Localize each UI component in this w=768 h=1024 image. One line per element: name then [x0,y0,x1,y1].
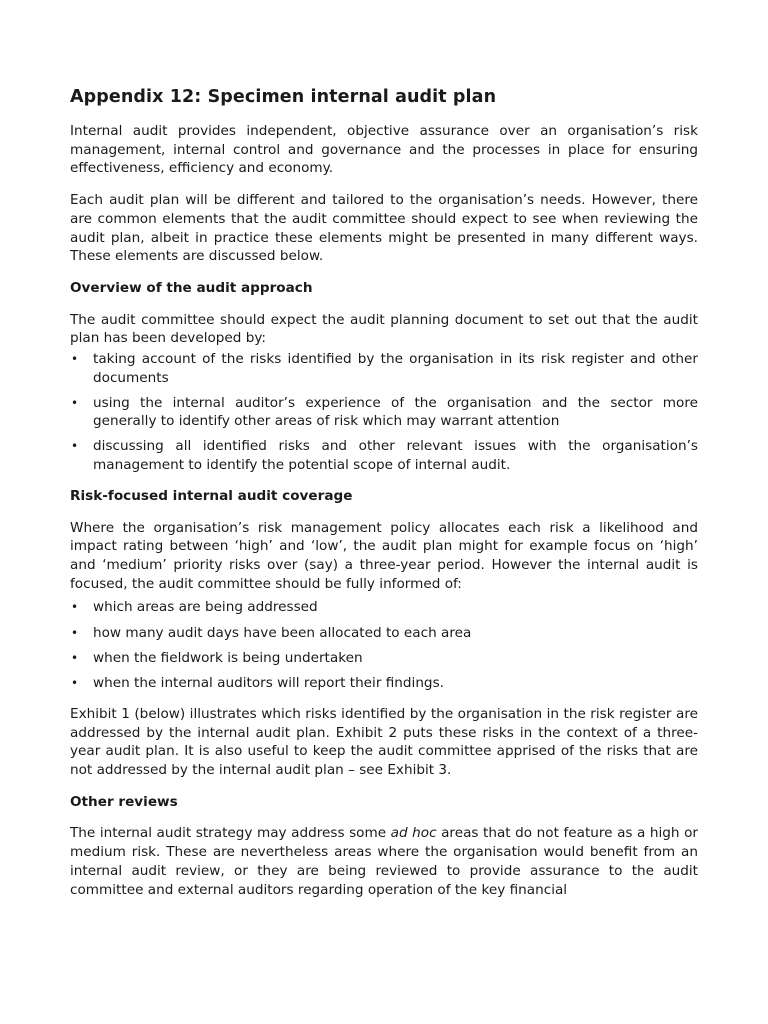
bullet-icon: • [71,352,79,367]
list-item: • when the internal auditors will report their findings. [71,675,444,692]
bullet-icon: • [71,395,79,410]
bullet-icon: • [71,676,79,691]
risk-bullet-list [70,598,698,693]
list-item: • taking account of the risks identified by the organisation in its risk register and other documents [71,351,698,386]
bullet-icon: • [71,600,79,615]
exhibits-paragraph: Exhibit 1 (below) illustrates which risks identified by the organisation in the risk register are addressed by the internal audit plan. Exhibit 2 puts these risks in the context of a three-year audit plan. It is also useful to keep the audit committee apprised of the risks that are not addressed by the internal audit plan – see Exhibit 3. [70,705,698,779]
list-item: • when the fieldwork is being undertaken [71,649,363,666]
section-heading-other-reviews: Other reviews [70,793,178,810]
overview-lead-paragraph: The audit committee should expect the audit planning document to set out that the audit plan has been developed by: [70,311,698,347]
section-heading-risk-coverage: Risk-focused internal audit coverage [70,487,353,504]
page-title: Appendix 12: Specimen internal audit plan [70,87,497,107]
list-item: • which areas are being addressed [71,599,318,616]
list-item: • using the internal auditor’s experience of the organisation and the sector more generally to identify other areas of risk which may warrant attention [71,394,698,430]
section-heading-overview: Overview of the audit approach [70,279,313,296]
bullet-icon: • [71,439,79,454]
bullet-icon: • [71,650,79,665]
risk-lead-paragraph: Where the organisation’s risk management policy allocates each risk a likelihood and impact rating between ‘high’ and ‘low’, the audit plan might for example focus on ‘high’ and ‘medium’ priority risks over (say) a three-year period. However the internal audit is focused, the audit committee should be fully informed of: [70,519,698,592]
list-item: • how many audit days have been allocated to each area [71,624,472,641]
other-reviews-paragraph: The internal audit strategy may address some ad hoc areas that do not feature as a high or medium risk. These are nevertheless areas where the organisation would benefit from an internal audit review, or they are being reviewed to provide assurance to the audit committee and external auditors regarding operation of the key financial [70,825,698,898]
overview-bullet-list [70,350,698,475]
intro-paragraph-2: Each audit plan will be different and tailored to the organisation’s needs. However, there are common elements that the audit committee should expect to see when reviewing the audit plan, albeit in practice these elements might be presented in many different ways. These elements are discussed below. [70,192,698,265]
bullet-icon: • [71,625,79,640]
list-item: • discussing all identified risks and other relevant issues with the organisation’s management to identify the potential scope of internal audit. [71,438,698,474]
italic-term: ad hoc [390,825,437,842]
document-page [70,86,698,899]
intro-paragraph-1: Internal audit provides independent, objective assurance over an organisation’s risk management, internal control and governance and the processes in place for ensuring effectiveness, efficiency and economy. [70,123,698,177]
